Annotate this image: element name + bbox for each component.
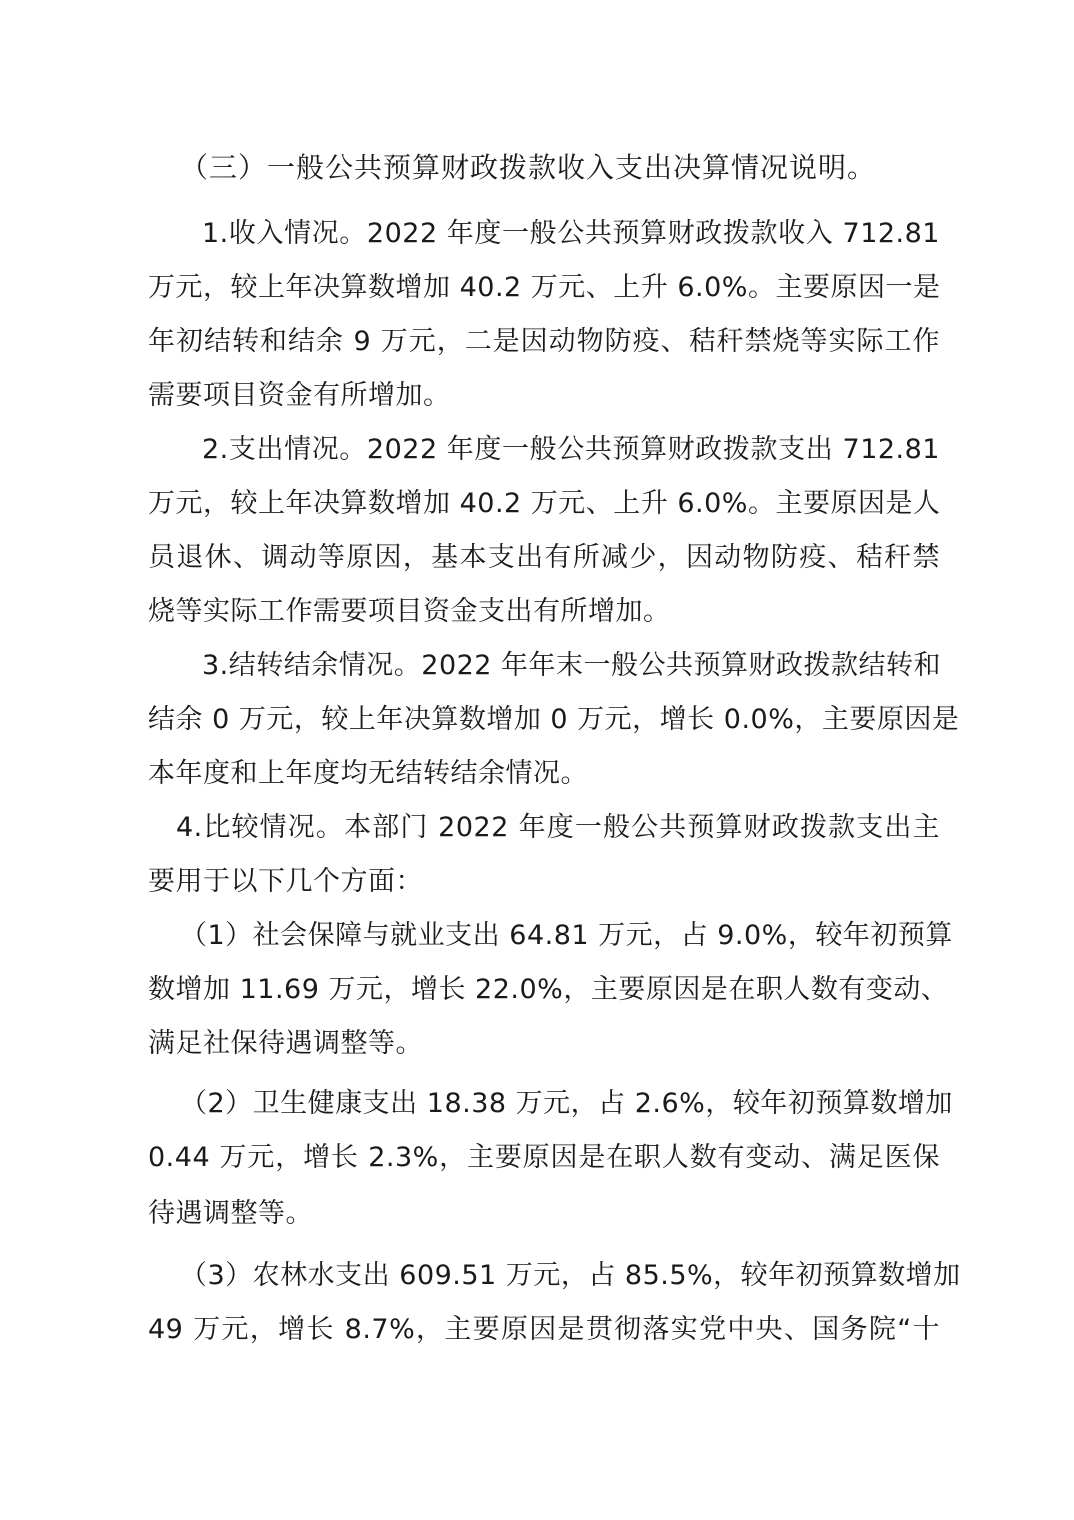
paragraph-line: （1）社会保障与就业支出 64.81 万元，占 9.0%，较年初预算 [180,920,953,951]
paragraph-line: 1.收入情况。2022 年度一般公共预算财政拨款收入 712.81 [202,218,940,249]
paragraph-line: （2）卫生健康支出 18.38 万元，占 2.6%，较年初预算数增加 [180,1088,953,1119]
paragraph-line: 0.44 万元，增长 2.3%，主要原因是在职人数有变动、满足医保 [148,1142,940,1173]
paragraph-line: 员退休、调动等原因，基本支出有所减少，因动物防疫、秸秆禁 [148,542,940,573]
paragraph-line: 万元，较上年决算数增加 40.2 万元、上升 6.0%。主要原因是人 [148,488,941,519]
paragraph-line: 2.支出情况。2022 年度一般公共预算财政拨款支出 712.81 [202,434,940,465]
paragraph-line: （3）农林水支出 609.51 万元，占 85.5%，较年初预算数增加 [180,1260,961,1291]
paragraph-line: 待遇调整等。 [148,1198,313,1229]
paragraph-line: 万元，较上年决算数增加 40.2 万元、上升 6.0%。主要原因一是 [148,272,941,303]
paragraph-line: 数增加 11.69 万元，增长 22.0%，主要原因是在职人数有变动、 [148,974,949,1005]
paragraph-line: 3.结转结余情况。2022 年年末一般公共预算财政拨款结转和 [202,650,942,681]
paragraph-line: 本年度和上年度均无结转结余情况。 [148,758,588,789]
section-heading: （三）一般公共预算财政拨款收入支出决算情况说明。 [180,151,877,184]
paragraph-line: 年初结转和结余 9 万元，二是因动物防疫、秸秆禁烧等实际工作 [148,326,940,357]
paragraph-line: 结余 0 万元，较上年决算数增加 0 万元，增长 0.0%，主要原因是 [148,704,960,735]
paragraph-line: 要用于以下几个方面： [148,866,423,897]
paragraph-line: 满足社保待遇调整等。 [148,1028,423,1059]
paragraph-line: 49 万元，增长 8.7%，主要原因是贯彻落实党中央、国务院“十 [148,1314,940,1345]
paragraph-line: 烧等实际工作需要项目资金支出有所增加。 [148,596,671,627]
paragraph-line: 需要项目资金有所增加。 [148,380,451,411]
paragraph-line: 4.比较情况。本部门 2022 年度一般公共预算财政拨款支出主 [176,812,940,843]
